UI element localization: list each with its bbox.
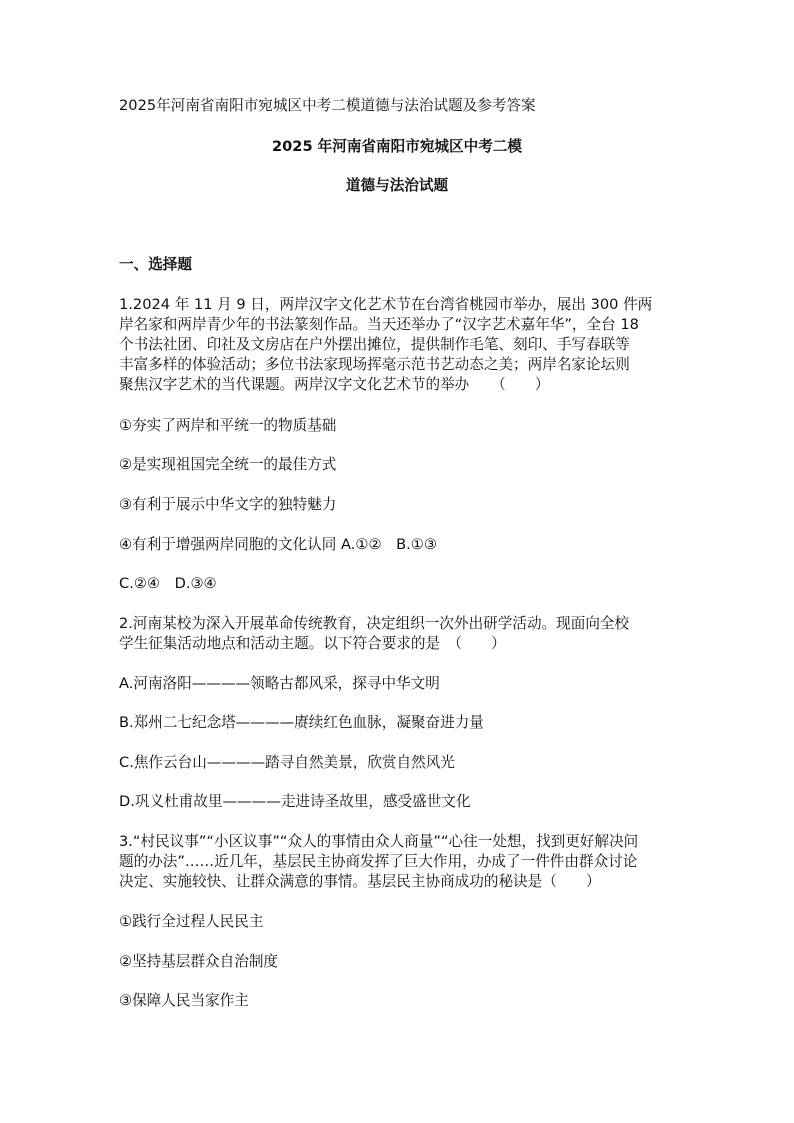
title-sub: 道德与法治试题 bbox=[345, 177, 449, 194]
q2-stem-line: 2.河南某校为深入开展革命传统教育，决定组织一次外出研学活动。现面向全校 bbox=[119, 615, 630, 632]
q1-stem-line: 岸名家和两岸青少年的书法篆刻作品。当天还举办了“汉字艺术嘉年华”，全台 18 bbox=[119, 316, 639, 333]
q1-option-3: ③有利于展示中华文字的独特魅力 bbox=[119, 496, 337, 513]
q2-option-d: D.巩义杜甫故里————走进诗圣故里，感受盛世文化 bbox=[119, 793, 471, 810]
q1-stem-line: 聚焦汉字艺术的当代课题。两岸汉字文化艺术节的举办 （ ） bbox=[119, 376, 550, 393]
q3-option-2: ②坚持基层群众自治制度 bbox=[119, 953, 279, 970]
q3-option-3: ③保障人民当家作主 bbox=[119, 992, 249, 1009]
document-header: 2025年河南省南阳市宛城区中考二模道德与法治试题及参考答案 bbox=[119, 97, 536, 114]
q3-stem-line: 题的办法”……近几年，基层民主协商发挥了巨大作用，办成了一件件由群众讨论 bbox=[119, 853, 638, 870]
q1-stem-line: 丰富多样的体验活动；多位书法家现场挥毫示范书艺动态之美；两岸名家论坛则 bbox=[119, 356, 630, 373]
q2-stem-line: 学生征集活动地点和活动主题。以下符合要求的是 （ ） bbox=[119, 635, 506, 652]
q3-stem-line: 决定、实施较快、让群众满意的事情。基层民主协商成功的秘诀是（ ） bbox=[119, 873, 601, 890]
q1-option-1: ①夯实了两岸和平统一的物质基础 bbox=[119, 417, 337, 434]
q1-choices-cd: C.②④ D.③④ bbox=[119, 575, 217, 592]
q1-option-2: ②是实现祖国完全统一的最佳方式 bbox=[119, 456, 337, 473]
q2-option-b: B.郑州二七纪念塔————赓续红色血脉，凝聚奋进力量 bbox=[119, 714, 484, 731]
q2-option-c: C.焦作云台山————踏寻自然美景，欣赏自然风光 bbox=[119, 754, 455, 771]
q3-option-1: ①践行全过程人民民主 bbox=[119, 913, 264, 930]
q2-option-a: A.河南洛阳————领略古都风采，探寻中华文明 bbox=[119, 675, 440, 692]
section-heading: 一、选择题 bbox=[119, 256, 192, 273]
q1-option-4: ④有利于增强两岸同胞的文化认同 A.①② B.①③ bbox=[119, 536, 437, 553]
q1-stem-line: 个书法社团、印社及文房店在户外摆出摊位，提供制作毛笔、刻印、手写春联等 bbox=[119, 336, 630, 353]
title-main: 2025 年河南省南阳市宛城区中考二模 bbox=[271, 138, 522, 155]
q1-stem-line: 1.2024 年 11 月 9 日，两岸汉字文化艺术节在台湾省桃园市举办，展出 300 件两 bbox=[119, 296, 653, 313]
q3-stem-line: 3.“村民议事”“小区议事”“众人的事情由众人商量”“心往一处想，找到更好解决问 bbox=[119, 833, 639, 850]
